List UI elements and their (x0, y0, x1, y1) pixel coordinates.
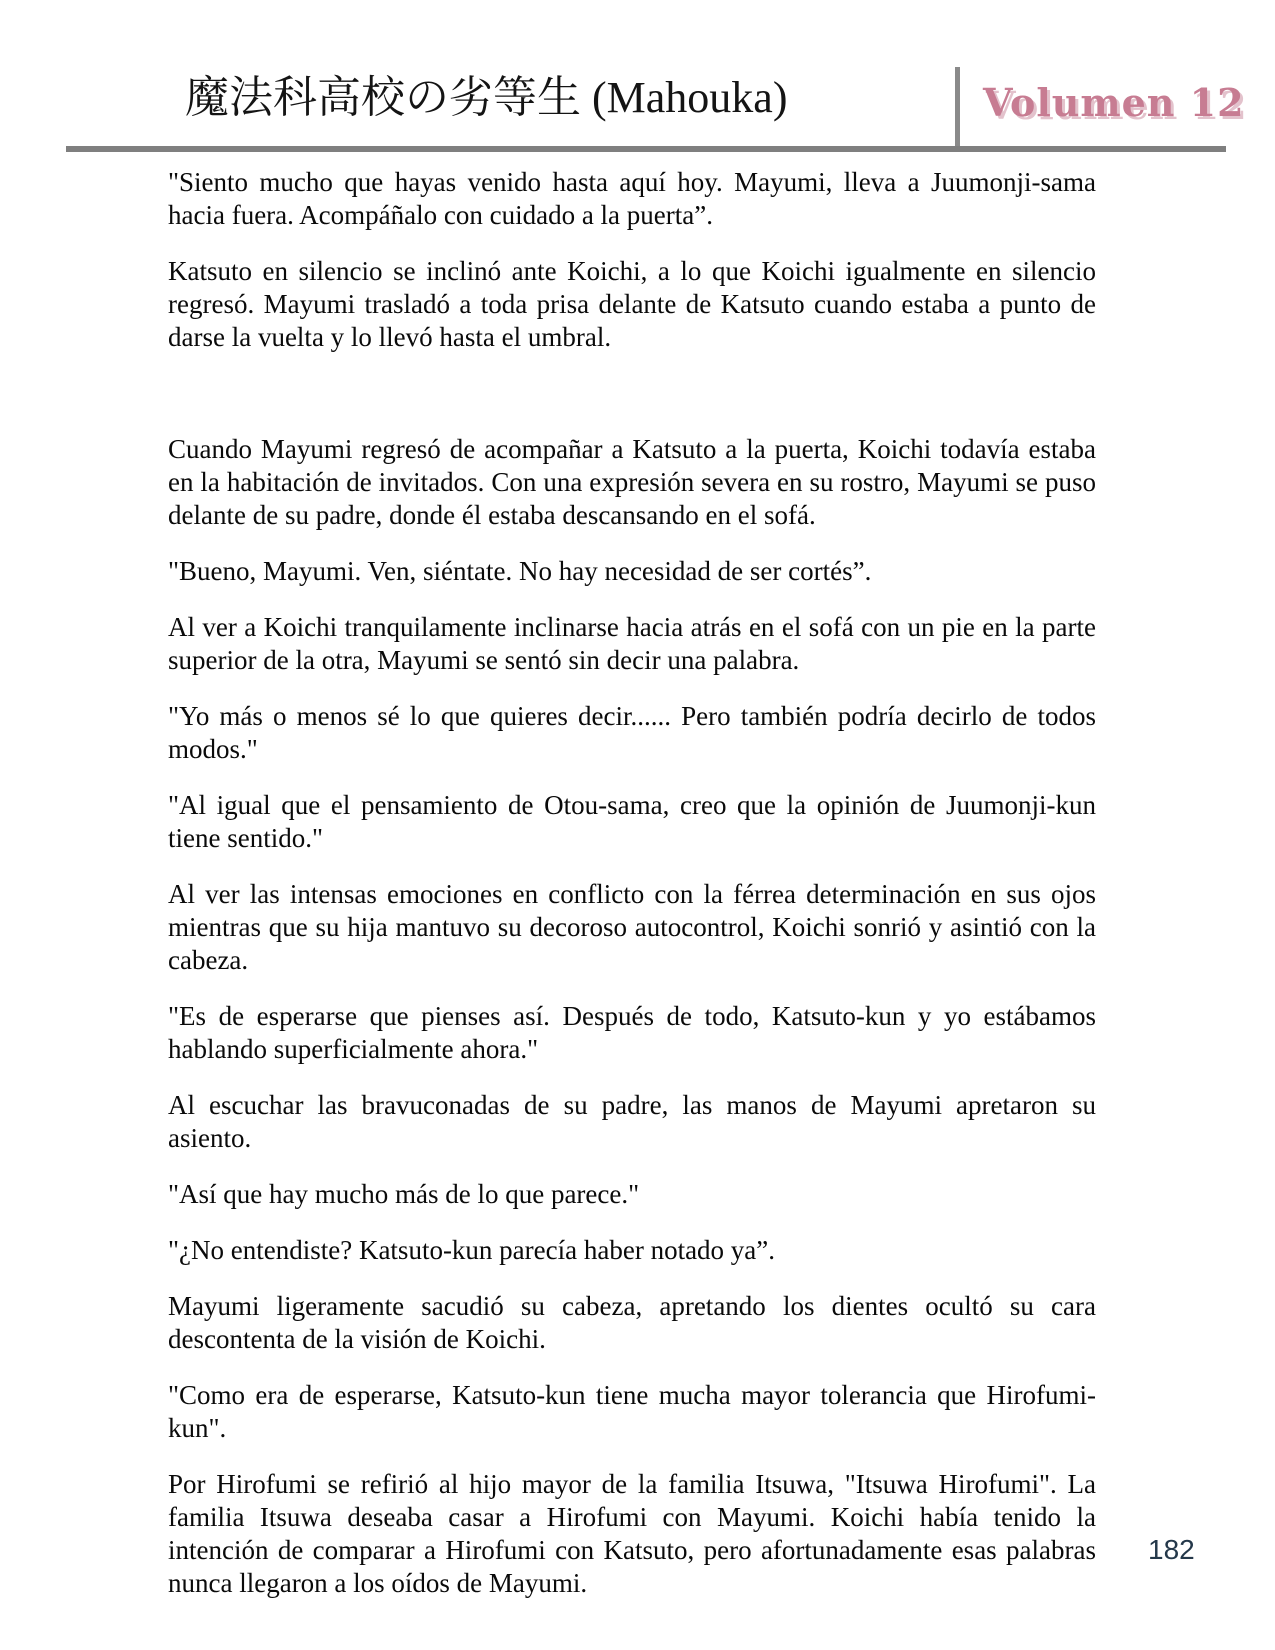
scene-break (168, 377, 1096, 410)
paragraph: "Yo más o menos sé lo que quieres decir...... Pero también podría decirlo de todos modos." (168, 701, 1096, 764)
paragraph: Mayumi ligeramente sacudió su cabeza, apretando los dientes ocultó su cara descontenta de la visión de Koichi. (168, 1291, 1096, 1354)
volume-label: Volumen 12 (983, 80, 1245, 125)
paragraph: "Así que hay mucho más de lo que parece." (168, 1179, 640, 1209)
paragraph: "Al igual que el pensamiento de Otou-sama, creo que la opinión de Juumonji-kun tiene sentido." (168, 790, 1096, 853)
paragraph: "Es de esperarse que pienses así. Después de todo, Katsuto-kun y yo estábamos hablando superficialmente ahora." (168, 1001, 1096, 1064)
page-title-japanese: 魔法科高校の劣等生 (185, 73, 581, 122)
page-title (185, 70, 788, 126)
header-horizontal-rule (66, 146, 1226, 152)
paragraph: Al ver las intensas emociones en conflicto con la férrea determinación en sus ojos mientras que su hija mantuvo su decoroso autocontrol, Koichi sonrió y asintió con la cabeza. (168, 879, 1096, 975)
paragraph: Al ver a Koichi tranquilamente inclinarse hacia atrás en el sofá con un pie en la parte superior de la otra, Mayumi se sentó sin decir una palabra. (168, 612, 1096, 675)
paragraph: "¿No entendiste? Katsuto-kun parecía haber notado ya”. (168, 1235, 776, 1265)
paragraph: Al escuchar las bravuconadas de su padre, las manos de Mayumi apretaron su asiento. (168, 1090, 1096, 1153)
page-title-latin: (Mahouka) (581, 73, 788, 122)
paragraph: Cuando Mayumi regresó de acompañar a Katsuto a la puerta, Koichi todavía estaba en la habitación de invitados. Con una expresión severa en su rostro, Mayumi se puso delante de su padre, donde él estaba descansando en el sofá. (168, 434, 1096, 530)
page-number: 182 (1148, 1534, 1195, 1565)
header-vertical-divider (955, 67, 960, 152)
paragraph: "Bueno, Mayumi. Ven, siéntate. No hay necesidad de ser cortés”. (168, 556, 872, 586)
paragraph: Por Hirofumi se refirió al hijo mayor de la familia Itsuwa, "Itsuwa Hirofumi". La familia Itsuwa deseaba casar a Hirofumi con Mayumi. Koichi había tenido la intención de comparar a Hirofumi con Katsuto, pero afortunadamente esas palabras nunca llegaron a los oídos de Mayumi. (168, 1469, 1096, 1598)
body-text (168, 166, 1096, 1623)
paragraph: "Como era de esperarse, Katsuto-kun tiene mucha mayor tolerancia que Hirofumi-kun". (168, 1380, 1096, 1443)
paragraph: Katsuto en silencio se inclinó ante Koichi, a lo que Koichi igualmente en silencio regresó. Mayumi trasladó a toda prisa delante de Katsuto cuando estaba a punto de darse la vuelta y lo llevó hasta el umbral. (168, 256, 1096, 352)
paragraph: "Siento mucho que hayas venido hasta aquí hoy. Mayumi, lleva a Juumonji-sama hacia fuera. Acompáñalo con cuidado a la puerta”. (168, 167, 1096, 230)
